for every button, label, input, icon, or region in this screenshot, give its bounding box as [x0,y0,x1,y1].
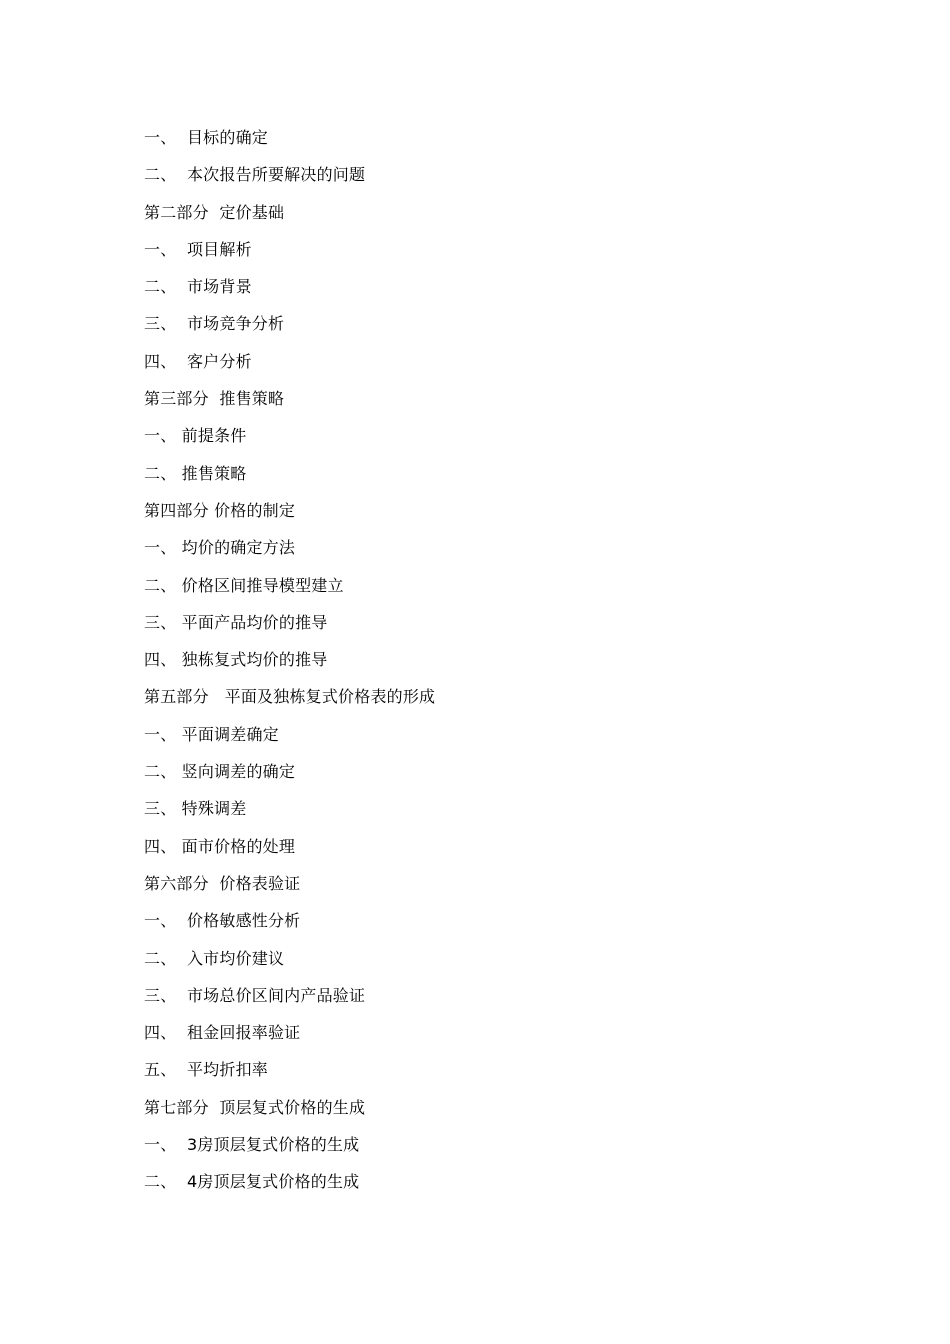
toc-line: 一、 均价的确定方法 [144,538,296,558]
toc-line: 三、 特殊调差 [144,799,247,819]
toc-line: 二、 市场背景 [144,277,252,297]
toc-line: 三、 市场总价区间内产品验证 [144,985,366,1005]
toc-line: 四、 面市价格的处理 [144,836,296,856]
toc-line: 二、 价格区间推导模型建立 [144,575,344,595]
toc-line: 四、 独栋复式均价的推导 [144,650,328,670]
toc-line: 二、 本次报告所要解决的问题 [144,165,366,185]
toc-line: 三、 平面产品均价的推导 [144,612,328,632]
toc-part-heading: 第四部分 价格的制定 [144,500,296,520]
toc-line: 二、 入市均价建议 [144,948,285,968]
toc-line: 二、 竖向调差的确定 [144,762,296,782]
toc-line: 三、 市场竞争分析 [144,314,285,334]
table-of-contents [144,127,844,1209]
toc-part-heading: 第七部分 顶层复式价格的生成 [144,1097,366,1117]
toc-part-heading: 第三部分 推售策略 [144,389,285,409]
toc-line: 二、 推售策略 [144,463,247,483]
toc-line: 四、 租金回报率验证 [144,1023,301,1043]
toc-line: 四、 客户分析 [144,351,252,371]
toc-part-heading: 第五部分 平面及独栋复式价格表的形成 [144,687,436,707]
toc-line: 一、 目标的确定 [144,128,268,147]
toc-line: 一、 前提条件 [144,426,247,446]
toc-part-heading: 第二部分 定价基础 [144,202,285,222]
toc-line: 一、 价格敏感性分析 [144,911,301,931]
toc-line: 一、 3房顶层复式价格的生成 [144,1135,360,1155]
toc-line: 五、 平均折扣率 [144,1060,268,1080]
toc-line: 一、 项目解析 [144,239,252,259]
toc-line: 二、 4房顶层复式价格的生成 [144,1172,360,1192]
toc-line: 一、 平面调差确定 [144,724,279,744]
toc-part-heading: 第六部分 价格表验证 [144,873,301,893]
